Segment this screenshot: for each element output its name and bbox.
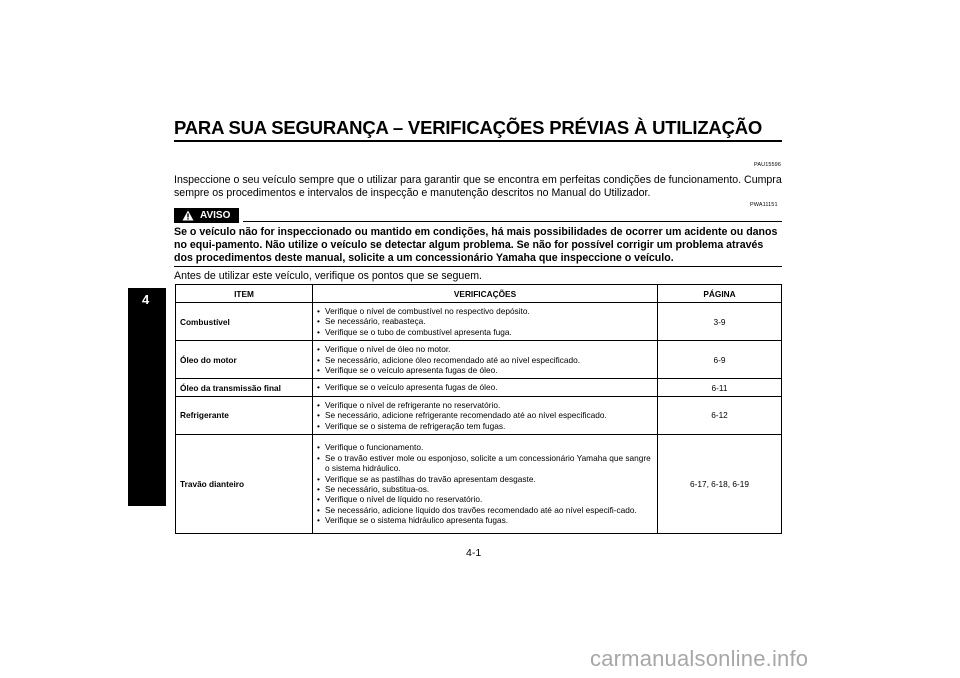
warning-text: Se o veículo não for inspeccionado ou mantido em condições, há mais possibilidades de ocorrer um acidente ou danos no equi-pamento. Não utilize o veículo se detectar algum problema. Se não for possível corrigir um problema através dos procedimentos deste manual, solicite a um concessionário Yamaha que inspeccione o veículo.: [174, 226, 778, 265]
row-item: Travão dianteiro: [176, 435, 313, 534]
check-item: • Se o travão estiver mole ou esponjoso, solicite a um concessionário Yamaha que sangre o sistema hidráulico.: [317, 453, 653, 474]
table-row: [176, 303, 782, 341]
reference-code: PAU15596: [754, 162, 781, 168]
row-item: Refrigerante: [176, 396, 313, 434]
row-item: Óleo da transmissão final: [176, 379, 313, 396]
warning-badge: [174, 208, 239, 223]
section-tab: [128, 288, 166, 506]
check-item: • Verifique se o sistema hidráulico apresenta fugas.: [317, 515, 653, 525]
section-number: 4: [142, 292, 150, 307]
table-intro: Antes de utilizar este veículo, verifique os pontos que se seguem.: [174, 270, 482, 282]
row-page: 6-17, 6-18, 6-19: [658, 435, 782, 534]
row-checks: [313, 396, 658, 434]
watermark: carmanualsonline.info: [590, 646, 809, 671]
check-item: • Se necessário, adicione refrigerante recomendado até ao nível especificado.: [317, 410, 653, 420]
table-row: [176, 341, 782, 379]
header-item: ITEM: [176, 285, 313, 303]
table-header-row: [176, 285, 782, 303]
warning-bottom-rule: [174, 266, 782, 267]
check-item: • Verifique o nível de óleo no motor.: [317, 344, 653, 354]
check-item: • Verifique o nível de combustível no respectivo depósito.: [317, 306, 653, 316]
check-item: • Verifique se o tubo de combustível apresenta fuga.: [317, 327, 653, 337]
check-item: • Verifique se o sistema de refrigeração tem fugas.: [317, 421, 653, 431]
header-page: PÁGINA: [658, 285, 782, 303]
row-item: Combustível: [176, 303, 313, 341]
row-page: 3-9: [658, 303, 782, 341]
page-title: PARA SUA SEGURANÇA – VERIFICAÇÕES PRÉVIAS À UTILIZAÇÃO: [174, 117, 763, 138]
check-item: • Verifique o nível de refrigerante no reservatório.: [317, 400, 653, 410]
check-item: • Verifique se o veículo apresenta fugas de óleo.: [317, 382, 653, 392]
row-checks: [313, 435, 658, 534]
header-checks: VERIFICAÇÕES: [313, 285, 658, 303]
warning-rule: [243, 221, 782, 222]
check-item: • Verifique se as pastilhas do travão apresentam desgaste.: [317, 474, 653, 484]
title-underline: [174, 140, 782, 142]
row-checks: [313, 303, 658, 341]
row-page: 6-12: [658, 396, 782, 434]
pre-operation-checklist-table: [175, 284, 782, 534]
check-item: • Verifique se o veículo apresenta fugas de óleo.: [317, 365, 653, 375]
table-row: [176, 435, 782, 534]
row-checks: [313, 379, 658, 396]
table-row: [176, 379, 782, 396]
intro-paragraph: Inspeccione o seu veículo sempre que o utilizar para garantir que se encontra em perfeitas condições de funcionamento. Cumpra sempre os procedimentos e intervalos de inspecção e manutenção descritos no Manual do Utilizador.: [174, 174, 782, 199]
row-page: 6-9: [658, 341, 782, 379]
check-item: • Se necessário, adicione óleo recomendado até ao nível especificado.: [317, 355, 653, 365]
warning-label: AVISO: [200, 210, 231, 221]
check-item: • Se necessário, adicione líquido dos travões recomendado até ao nível especifi-cado.: [317, 505, 653, 515]
check-item: • Verifique o funcionamento.: [317, 442, 653, 452]
page-number: 4-1: [466, 547, 482, 559]
warning-reference-code: PWA11151: [750, 202, 778, 208]
table-row: [176, 396, 782, 434]
check-item: • Verifique o nível de líquido no reservatório.: [317, 494, 653, 504]
row-checks: [313, 341, 658, 379]
row-item: Óleo do motor: [176, 341, 313, 379]
check-item: • Se necessário, substitua-os.: [317, 484, 653, 494]
row-page: 6-11: [658, 379, 782, 396]
check-item: • Se necessário, reabasteça.: [317, 316, 653, 326]
warning-triangle-icon: [182, 210, 194, 221]
